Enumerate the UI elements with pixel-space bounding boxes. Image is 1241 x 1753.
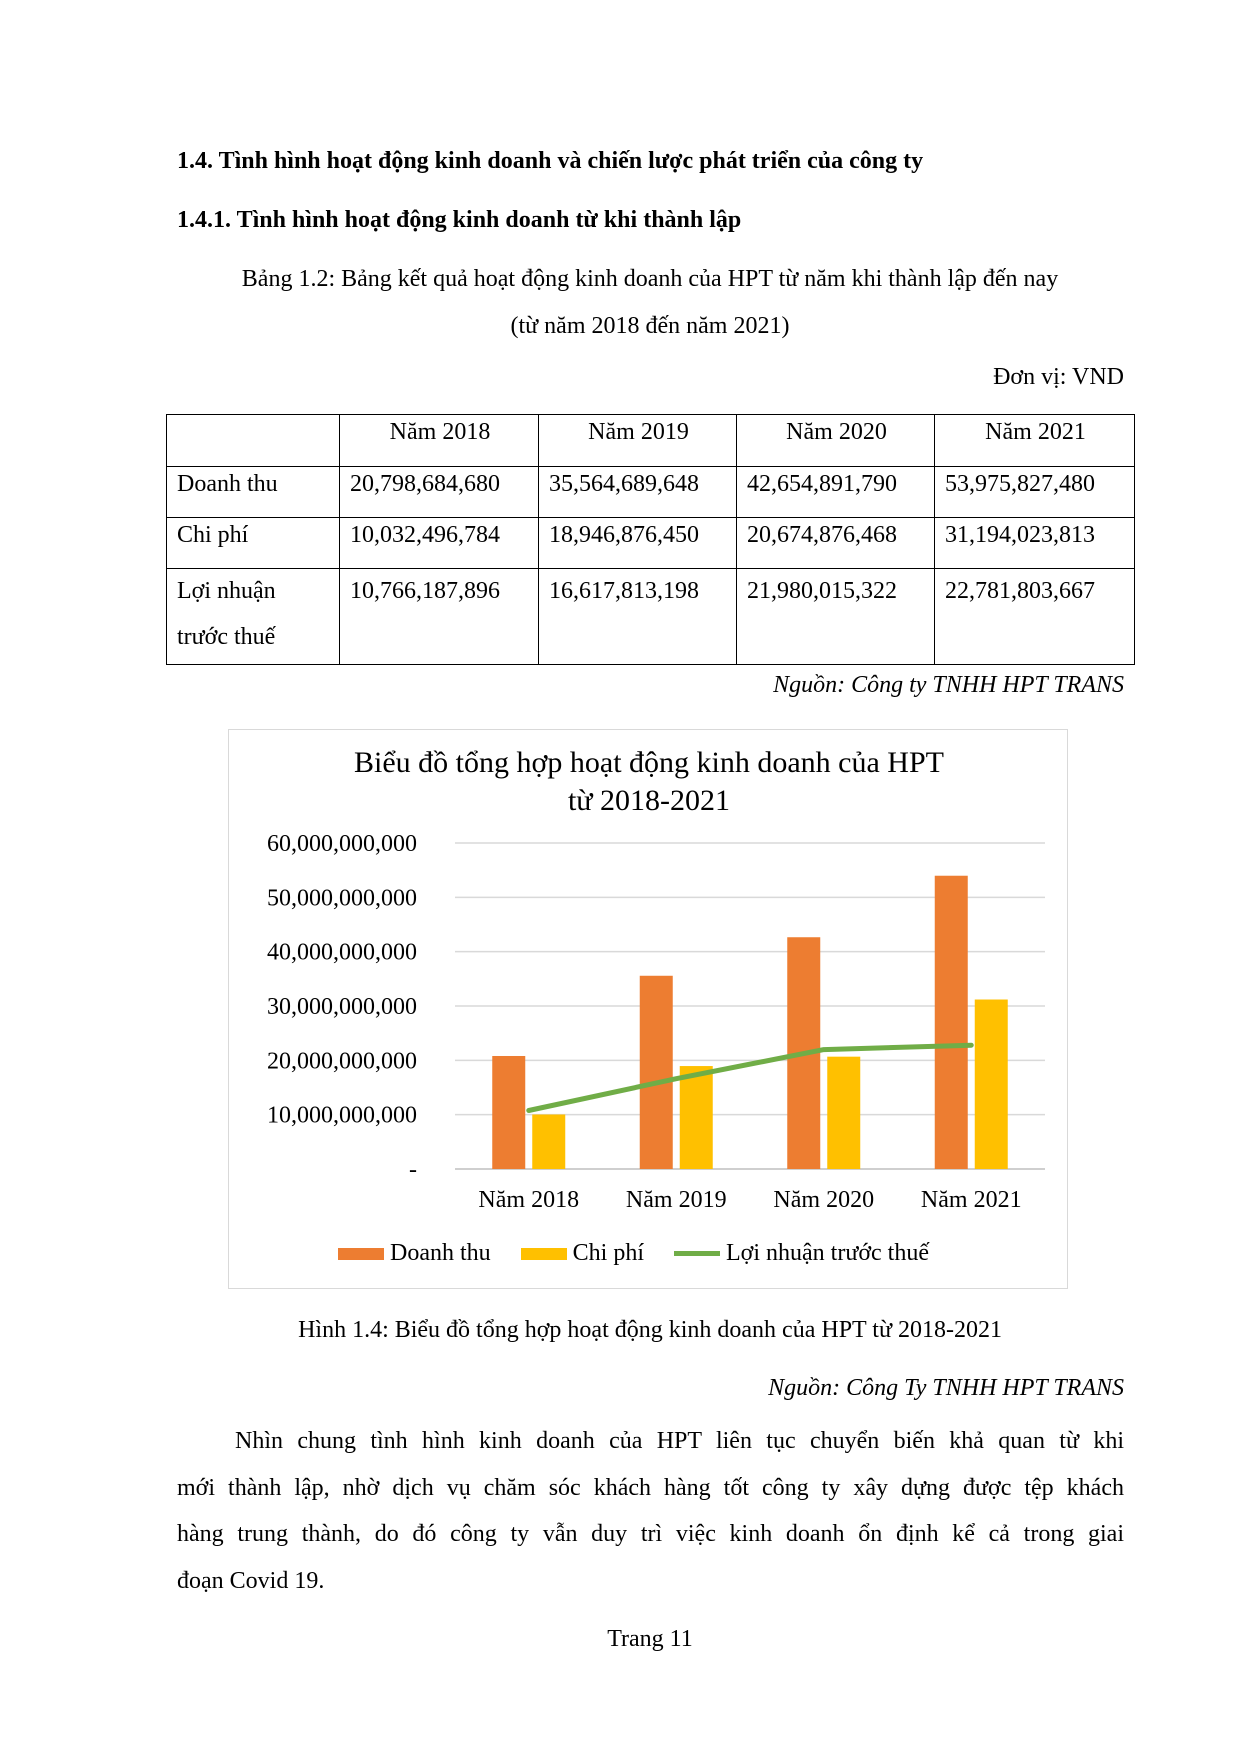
section-heading-1-4-1: 1.4.1. Tình hình hoạt động kinh doanh từ khi thành lập (177, 207, 742, 233)
table-cell: 18,946,876,450 (539, 518, 737, 569)
y-tick-label: 60,000,000,000 (267, 831, 417, 857)
legend-item-profit (674, 1240, 929, 1267)
section-heading-1-4: 1.4. Tình hình hoạt động kinh doanh và chiến lược phát triển của công ty (177, 148, 924, 174)
x-tick-label: Năm 2020 (773, 1187, 875, 1213)
bar-cost (532, 1114, 565, 1169)
table-header-cell (167, 415, 340, 467)
legend-label: Chi phí (572, 1240, 644, 1266)
table-header-row (167, 415, 1135, 467)
page-number: Trang 11 (607, 1626, 693, 1652)
legend-swatch (338, 1248, 384, 1260)
profit-line (529, 1045, 972, 1110)
table-cell: 35,564,689,648 (539, 467, 737, 518)
bar-cost (975, 1000, 1008, 1169)
table-cell: 10,766,187,896 (340, 569, 539, 665)
y-tick-label: - (409, 1157, 417, 1183)
y-tick-label: 50,000,000,000 (267, 885, 417, 912)
body-paragraph (177, 1418, 1124, 1604)
table-header-cell: Năm 2018 (340, 415, 539, 467)
bar-revenue (935, 876, 968, 1169)
table-caption-years: (từ năm 2018 đến năm 2021) (510, 313, 790, 339)
table-cell: 42,654,891,790 (737, 467, 935, 518)
table-cell: 22,781,803,667 (935, 569, 1135, 665)
legend-swatch (521, 1248, 567, 1260)
table-row (167, 467, 1135, 518)
table-row (167, 518, 1135, 569)
legend-line (674, 1251, 720, 1256)
bar-revenue (640, 976, 673, 1169)
legend-label: Lợi nhuận trước thuế (726, 1240, 930, 1266)
table-cell: 20,798,684,680 (340, 467, 539, 518)
row-label-line: trước thuế (177, 623, 276, 650)
y-tick-label: 30,000,000,000 (267, 994, 417, 1020)
y-tick-label: 10,000,000,000 (267, 1102, 417, 1129)
table-header-cell: Năm 2021 (935, 415, 1135, 467)
table-cell: 20,674,876,468 (737, 518, 935, 569)
paragraph-line: hàng trung thành, do đó công ty vẫn duy trì việc kinh doanh ổn định kể cả trong giai (177, 1521, 1124, 1547)
table-cell: 16,617,813,198 (539, 569, 737, 665)
table-cell: 31,194,023,813 (935, 518, 1135, 569)
paragraph-line: đoạn Covid 19. (177, 1567, 325, 1594)
row-label-line: Lợi nhuận (177, 578, 276, 604)
figure-source: Nguồn: Công Ty TNHH HPT TRANS (768, 1375, 1124, 1401)
table-header-cell: Năm 2019 (539, 415, 737, 467)
legend-item-cost (521, 1240, 644, 1267)
bar-revenue (492, 1056, 525, 1169)
business-chart (228, 729, 1068, 1289)
y-tick-label: 20,000,000,000 (267, 1048, 417, 1075)
y-tick-label: 40,000,000,000 (267, 939, 417, 966)
bar-cost (827, 1057, 860, 1169)
row-label: Doanh thu (167, 467, 340, 518)
figure-caption: Hình 1.4: Biểu đồ tổng hợp hoạt động kinh doanh của HPT từ 2018-2021 (298, 1317, 1002, 1343)
paragraph-line: mới thành lập, nhờ dịch vụ chăm sóc khách hàng tốt công ty xây dựng được tệp khách (177, 1474, 1124, 1501)
table-unit: Đơn vị: VND (993, 364, 1124, 390)
paragraph-line: Nhìn chung tình hình kinh doanh của HPT liên tục chuyển biến khả quan từ khi (235, 1428, 1124, 1454)
table-source: Nguồn: Công ty TNHH HPT TRANS (773, 672, 1124, 698)
table-cell: 21,980,015,322 (737, 569, 935, 665)
chart-title: Biểu đồ tổng hợp hoạt động kinh doanh của HPT (354, 746, 944, 779)
row-label (167, 569, 340, 665)
legend-item-revenue (338, 1240, 491, 1267)
x-tick-label: Năm 2018 (478, 1187, 580, 1213)
results-table (166, 414, 1135, 665)
x-tick-label: Năm 2019 (625, 1187, 727, 1213)
table-cell: 53,975,827,480 (935, 467, 1135, 518)
x-tick-label: Năm 2021 (920, 1187, 1022, 1213)
row-label: Chi phí (167, 518, 340, 569)
legend-label: Doanh thu (390, 1240, 491, 1266)
chart-legend (338, 1240, 959, 1267)
table-row (167, 569, 1135, 665)
table-header-cell: Năm 2020 (737, 415, 935, 467)
table-cell: 10,032,496,784 (340, 518, 539, 569)
chart-plot (229, 730, 1069, 1290)
table-caption: Bảng 1.2: Bảng kết quả hoạt động kinh doanh của HPT từ năm khi thành lập đến nay (241, 266, 1059, 292)
chart-subtitle: từ 2018-2021 (567, 784, 731, 817)
bar-cost (680, 1066, 713, 1169)
